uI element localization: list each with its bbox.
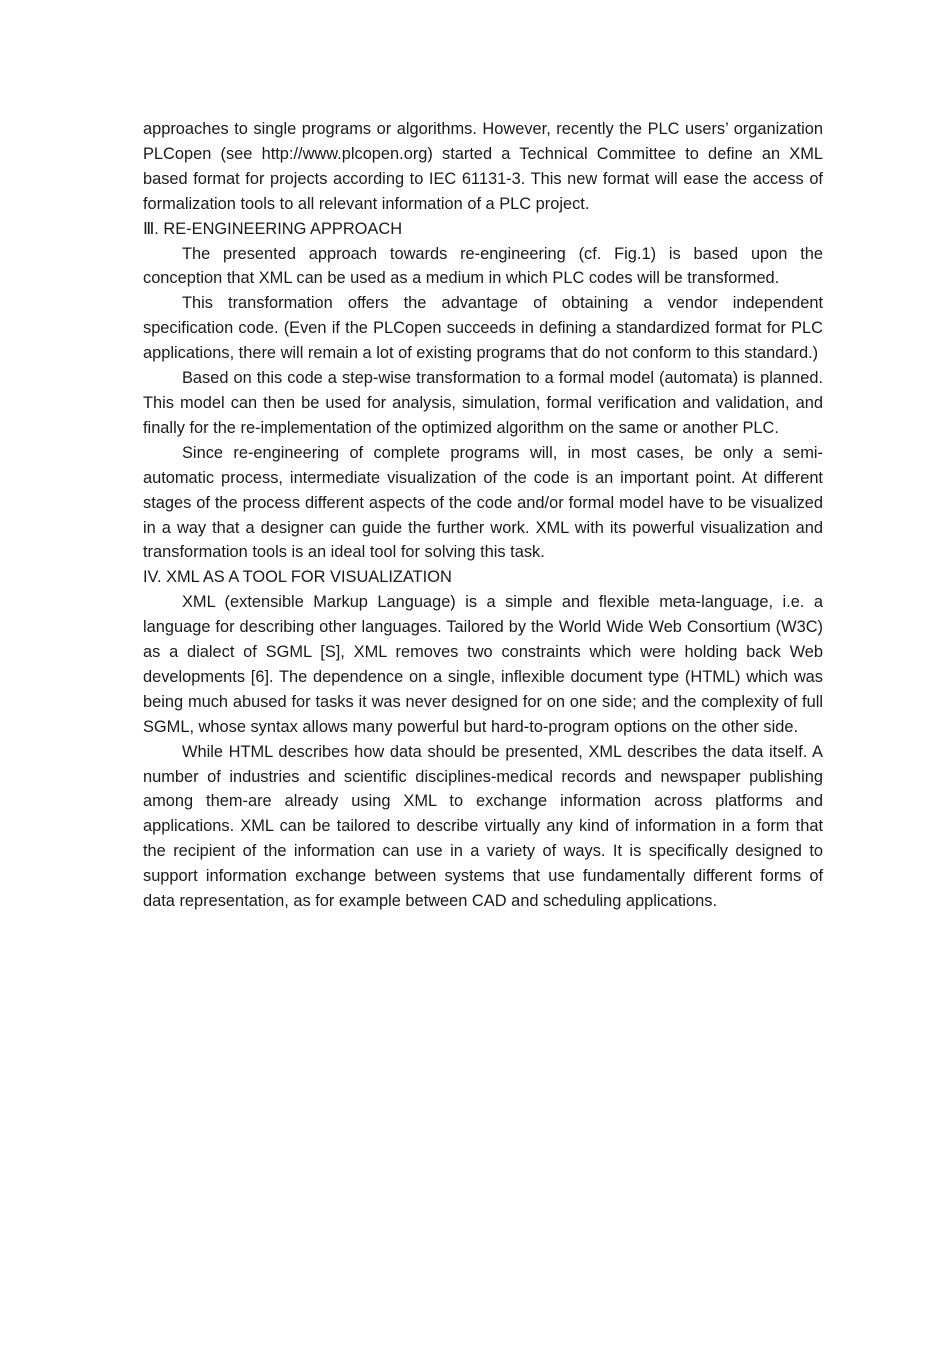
paragraph-transformation: This transformation offers the advantage of obtaining a vendor independent specification code. (Even if the PLCopen succeeds in defining a standardized format for PLC applications, there will remain a lot of existing programs that do not conform to this standard.) xyxy=(143,294,823,363)
paragraph-visualization-need: Since re-engineering of complete programs will, in most cases, be only a semi-automatic process, intermediate visualization of the code is an important point. At different stages of the process different aspects of the code and/or formal model have to be visualized in a way that a designer can guide the further work. XML with its powerful visualization and transformation tools is an ideal tool for solving this task. xyxy=(143,443,823,562)
paragraph-formal-model: Based on this code a step-wise transformation to a formal model (automata) is planned. This model can then be used for analysis, simulation, formal verification and validation, and finally for the re-implementation of the optimized algorithm on the same or another PLC. xyxy=(143,369,823,437)
paragraph-approach: The presented approach towards re-engineering (cf. Fig.1) is based upon the conception that XML can be used as a medium in which PLC codes will be transformed. xyxy=(143,244,823,288)
body-text xyxy=(143,117,823,914)
paragraph-html-vs-xml: While HTML describes how data should be presented, XML describes the data itself. A number of industries and scientific disciplines-medical records and newspaper publishing among them-are already using XML to exchange information across platforms and applications. XML can be tailored to describe virtually any kind of information in a form that the recipient of the information can use in a variety of ways. It is specifically designed to support information exchange between systems that use fundamentally different forms of data representation, as for example between CAD and scheduling applications. xyxy=(143,742,823,911)
section-heading-reengineering: Ⅲ. RE-ENGINEERING APPROACH xyxy=(143,219,403,238)
paragraph-plcopen-intro: approaches to single programs or algorithms. However, recently the PLC users’ organization PLCopen (see http://www.plcopen.org) started a Technical Committee to define an XML based format for projects according to IEC 61131-3. This new format will ease the access of formalization tools to all relevant information of a PLC project. xyxy=(143,120,823,213)
paragraph-xml-definition: XML (extensible Markup Language) is a simple and flexible meta-language, i.e. a language for describing other languages. Tailored by the World Wide Web Consortium (W3C) as a dialect of SGML [S], XML removes two constraints which were holding back Web developments [6]. The dependence on a single, inflexible document type (HTML) which was being much abused for tasks it was never designed for on one side; and the complexity of full SGML, whose syntax allows many powerful but hard-to-program options on the other side. xyxy=(143,593,823,736)
section-heading-xml-visualization: IV. XML AS A TOOL FOR VISUALIZATION xyxy=(143,568,452,587)
